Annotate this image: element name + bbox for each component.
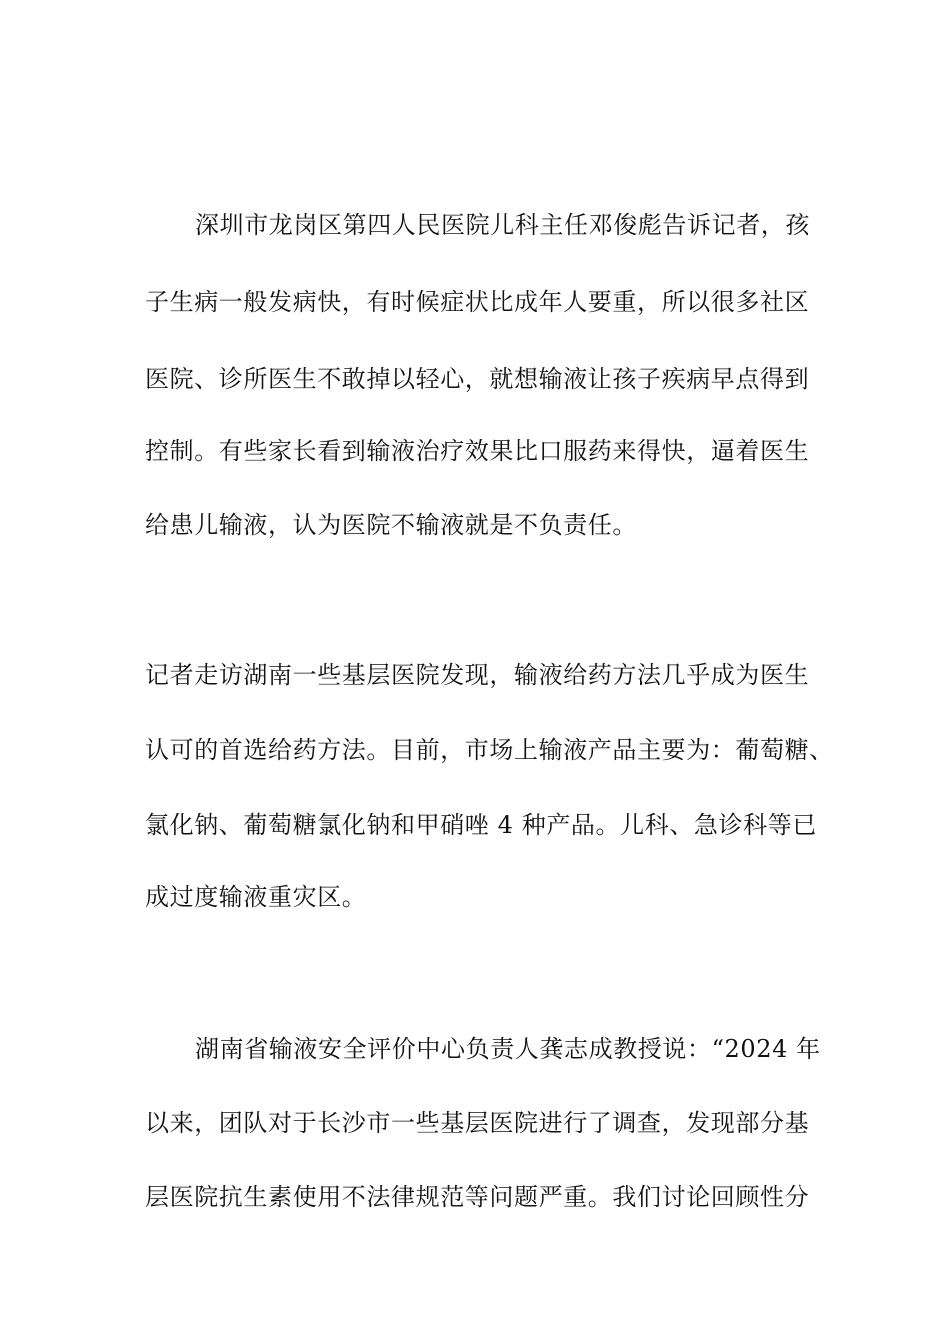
paragraph-3-line-3: 层医院抗生素使用不法律规范等问题严重。我们讨论回顾性分 (145, 1183, 810, 1211)
paragraph-2-line-1: 记者走访湖南一些基层医院发现，输液给药方法几乎成为医生 (145, 661, 810, 689)
paragraph-2-line-2: 认可的首选给药方法。目前，市场上输液产品主要为：葡萄糖、 (145, 736, 834, 764)
paragraph-2-line-3: 氯化钠、葡萄糖氯化钠和甲硝唑 4 种产品。儿科、急诊科等已 (145, 811, 817, 839)
paragraph-1-line-3: 医院、诊所医生不敢掉以轻心，就想输液让孩子疾病早点得到 (145, 365, 810, 393)
paragraph-1-line-2: 子生病一般发病快，有时候症状比成年人要重，所以很多社区 (145, 288, 810, 316)
paragraph-1-line-4: 控制。有些家长看到输液治疗效果比口服药来得快，逼着医生 (145, 437, 810, 465)
paragraph-2-line-4: 成过度输液重灾区。 (145, 883, 367, 911)
paragraph-3-line-2: 以来，团队对于长沙市一些基层医院进行了调查，发现部分基 (145, 1109, 810, 1137)
paragraph-1-line-5: 给患儿输液，认为医院不输液就是不负责任。 (145, 511, 637, 539)
paragraph-1-line-1: 深圳市龙岗区第四人民医院儿科主任邓俊彪告诉记者，孩 (195, 211, 810, 239)
paragraph-3-line-1: 湖南省输液安全评价中心负责人龚志成教授说：“2024 年 (195, 1035, 821, 1063)
